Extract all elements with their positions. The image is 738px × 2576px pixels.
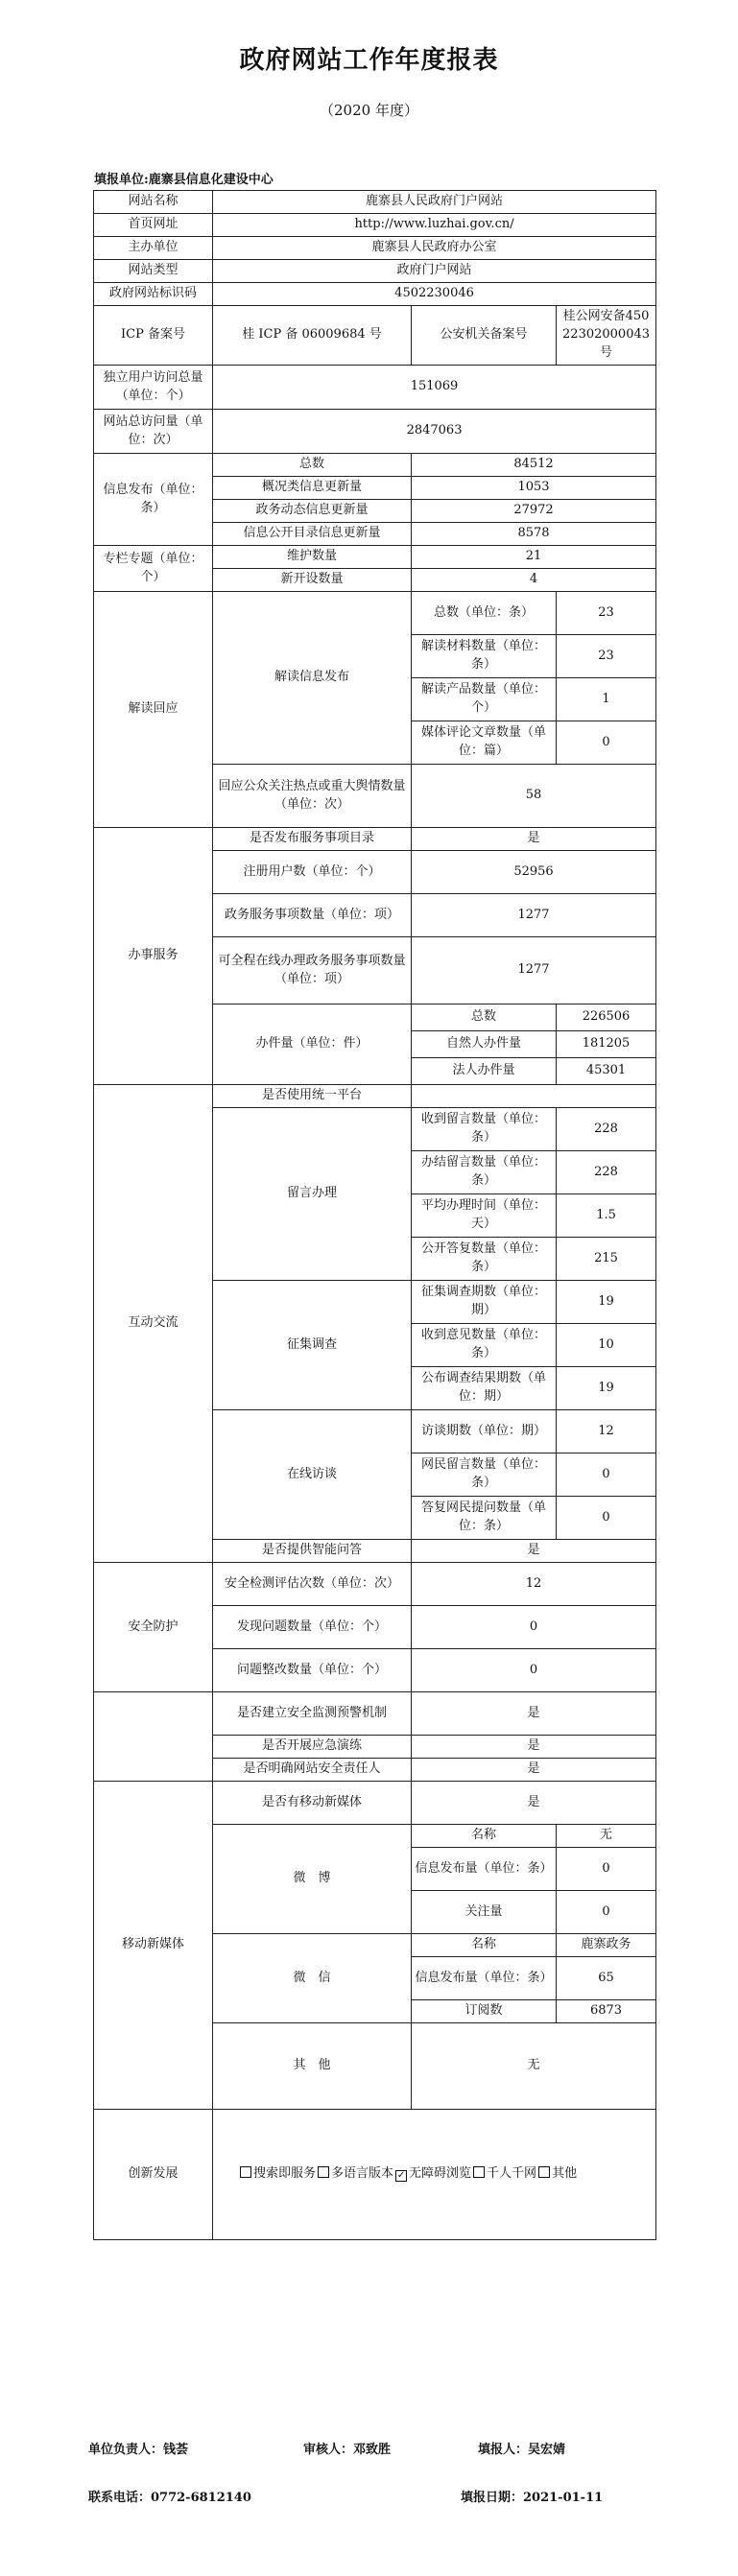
interp-response-label: 回应公众关注热点或重大舆情数量（单位：次） — [213, 765, 412, 828]
survey-row-value: 10 — [557, 1324, 656, 1367]
wechat-row-value: 65 — [557, 1957, 656, 2000]
survey-row-label: 征集调查期数（单位：期） — [412, 1281, 557, 1324]
survey-row-label: 收到意见数量（单位：条） — [412, 1324, 557, 1367]
info-row-label: 概况类信息更新量 — [213, 477, 412, 500]
wechat-row-value: 6873 — [557, 2000, 656, 2023]
site-name: 鹿寨县人民政府门户网站 — [213, 191, 656, 214]
interview-row-label: 答复网民提问数量（单位：条） — [412, 1497, 557, 1540]
interp-row-value: 23 — [557, 635, 656, 678]
platform-value — [412, 1085, 656, 1108]
platform-label: 是否使用统一平台 — [213, 1085, 412, 1108]
service-online-value: 1277 — [412, 937, 656, 1004]
wechat-label: 微 信 — [213, 1934, 412, 2023]
report-filler: 填报人：吴宏婧 — [478, 2443, 566, 2457]
column-row-value: 4 — [412, 569, 656, 592]
message-row-value: 1.5 — [557, 1194, 656, 1238]
report-year: （2020 年度） — [320, 102, 418, 119]
innovation-label: 创新发展 — [94, 2110, 213, 2240]
smart-qa-label: 是否提供智能问答 — [213, 1540, 412, 1563]
sponsor: 鹿寨县人民政府办公室 — [213, 237, 656, 260]
innovation-options — [213, 2110, 656, 2240]
option-label: 千人千网 — [487, 2166, 537, 2182]
security-label: 安全防护 — [94, 1563, 213, 1692]
security-row-value: 是 — [412, 1759, 656, 1782]
home-url[interactable]: http://www.luzhai.gov.cn/ — [213, 214, 656, 237]
mobile-label: 移动新媒体 — [94, 1782, 213, 2110]
security-row-label: 是否明确网站安全责任人 — [213, 1759, 412, 1782]
security-row-value: 是 — [412, 1692, 656, 1736]
mobile-has-value: 是 — [412, 1782, 656, 1825]
interp-publish-label: 解读信息发布 — [213, 592, 412, 765]
service-users-label: 注册用户数（单位：个） — [213, 851, 412, 894]
weibo-row-value: 0 — [557, 1848, 656, 1891]
message-row-value: 228 — [557, 1108, 656, 1151]
info-label: 信息发布（单位：条） — [94, 454, 213, 546]
wechat-row-value: 鹿寨政务 — [557, 1934, 656, 1957]
volume-row-label: 总数 — [412, 1004, 557, 1031]
uv-label: 独立用户访问总量（单位：个） — [94, 366, 213, 410]
other-media-label: 其 他 — [213, 2023, 412, 2110]
service-label: 办事服务 — [94, 828, 213, 1085]
service-items-label: 政务服务事项数量（单位：项） — [213, 894, 412, 937]
interp-row-label: 总数（单位：条） — [412, 592, 557, 635]
service-users-value: 52956 — [412, 851, 656, 894]
checkbox-icon[interactable] — [318, 2166, 329, 2178]
info-row-label: 信息公开目录信息更新量 — [213, 523, 412, 546]
site-id: 4502230046 — [213, 283, 656, 306]
interp-label: 解读回应 — [94, 592, 213, 828]
site-type: 政府门户网站 — [213, 260, 656, 283]
wechat-row-label: 信息发布量（单位：条） — [412, 1957, 557, 2000]
info-row-value: 84512 — [412, 454, 656, 477]
other-media-value: 无 — [412, 2023, 656, 2110]
service-volume-label: 办件量（单位：件） — [213, 1004, 412, 1085]
weibo-row-value: 0 — [557, 1891, 656, 1934]
security-row-value: 0 — [412, 1649, 656, 1692]
interview-row-value: 12 — [557, 1410, 656, 1453]
filler-unit: 填报单位:鹿寨县信息化建设中心 — [94, 173, 274, 187]
pv-label: 网站总访问量（单位：次） — [94, 410, 213, 454]
weibo-label: 微 博 — [213, 1825, 412, 1934]
checkbox-checked-icon[interactable]: ✓ — [396, 2170, 406, 2182]
police-label: 公安机关备案号 — [412, 306, 557, 366]
uv-value: 151069 — [213, 366, 656, 410]
home-url-label: 首页网址 — [94, 214, 213, 237]
interact-label: 互动交流 — [94, 1085, 213, 1563]
message-row-label: 平均办理时间（单位：天） — [412, 1194, 557, 1238]
smart-qa-value: 是 — [412, 1540, 656, 1563]
option-label: 多语言版本 — [331, 2166, 394, 2182]
weibo-row-label: 名称 — [412, 1825, 557, 1848]
pv-value: 2847063 — [213, 410, 656, 454]
option-label: 无障碍浏览 — [409, 2166, 472, 2182]
police-number: 桂公网安备45022302000043 号 — [557, 306, 656, 366]
innovation-option[interactable] — [318, 2166, 393, 2181]
weibo-row-value: 无 — [557, 1825, 656, 1848]
info-row-label: 总数 — [213, 454, 412, 477]
interview-row-label: 访谈期数（单位：期） — [412, 1410, 557, 1453]
security-row-value: 0 — [412, 1606, 656, 1649]
site-type-label: 网站类型 — [94, 260, 213, 283]
service-items-value: 1277 — [412, 894, 656, 937]
option-label: 其他 — [552, 2166, 578, 2182]
contact-phone: 联系电话：0772-6812140 — [88, 2491, 251, 2505]
message-row-label: 公开答复数量（单位：条） — [412, 1238, 557, 1281]
report-table — [93, 190, 656, 2240]
column-label: 专栏专题（单位：个） — [94, 546, 213, 592]
survey-row-label: 公布调查结果期数（单位：期） — [412, 1367, 557, 1410]
interview-row-label: 网民留言数量（单位：条） — [412, 1453, 557, 1497]
report-title: 政府网站工作年度报表 — [239, 46, 499, 75]
info-row-value: 27972 — [412, 500, 656, 523]
innovation-option[interactable] — [473, 2166, 536, 2181]
unit-head: 单位负责人：钱荟 — [88, 2443, 189, 2457]
innovation-option[interactable] — [395, 2166, 471, 2181]
survey-row-value: 19 — [557, 1281, 656, 1324]
security-row-value: 12 — [412, 1563, 656, 1606]
weibo-row-label: 关注量 — [412, 1891, 557, 1934]
checkbox-icon[interactable] — [538, 2166, 550, 2178]
message-row-value: 215 — [557, 1238, 656, 1281]
interview-label: 在线访谈 — [213, 1410, 412, 1540]
column-row-label: 维护数量 — [213, 546, 412, 569]
interview-row-value: 0 — [557, 1453, 656, 1497]
message-row-label: 办结留言数量（单位：条） — [412, 1151, 557, 1194]
survey-row-value: 19 — [557, 1367, 656, 1410]
weibo-row-label: 信息发布量（单位：条） — [412, 1848, 557, 1891]
interp-row-label: 解读产品数量（单位：个） — [412, 678, 557, 721]
message-row-label: 收到留言数量（单位：条） — [412, 1108, 557, 1151]
security-row-label: 是否开展应急演练 — [213, 1736, 412, 1759]
volume-row-value: 45301 — [557, 1058, 656, 1085]
reviewer: 审核人：邓致胜 — [303, 2443, 392, 2457]
security-row-label: 安全检测评估次数（单位：次） — [213, 1563, 412, 1606]
interp-row-label: 媒体评论文章数量（单位：篇） — [412, 721, 557, 765]
survey-label: 征集调查 — [213, 1281, 412, 1410]
mobile-has-label: 是否有移动新媒体 — [213, 1782, 412, 1825]
icp-number: 桂 ICP 备 06009684 号 — [213, 306, 412, 366]
security-row-label: 问题整改数量（单位：个） — [213, 1649, 412, 1692]
interp-row-label: 解读材料数量（单位：条） — [412, 635, 557, 678]
security-row-label: 是否建立安全监测预警机制 — [213, 1692, 412, 1736]
checkbox-icon[interactable] — [240, 2166, 251, 2178]
innovation-option[interactable] — [538, 2166, 577, 2181]
message-row-value: 228 — [557, 1151, 656, 1194]
interp-row-value: 23 — [557, 592, 656, 635]
info-row-value: 1053 — [412, 477, 656, 500]
security-row-label: 发现问题数量（单位：个） — [213, 1606, 412, 1649]
message-label: 留言办理 — [213, 1108, 412, 1281]
checkbox-icon[interactable] — [473, 2166, 485, 2178]
site-id-label: 政府网站标识码 — [94, 283, 213, 306]
fill-date: 填报日期：2021-01-11 — [461, 2491, 604, 2505]
service-catalog-label: 是否发布服务事项目录 — [213, 828, 412, 851]
column-row-value: 21 — [412, 546, 656, 569]
info-row-value: 8578 — [412, 523, 656, 546]
option-label: 搜索即服务 — [253, 2166, 317, 2182]
interp-row-value: 0 — [557, 721, 656, 765]
wechat-row-label: 订阅数 — [412, 2000, 557, 2023]
column-row-label: 新开设数量 — [213, 569, 412, 592]
wechat-row-label: 名称 — [412, 1934, 557, 1957]
sponsor-label: 主办单位 — [94, 237, 213, 260]
volume-row-value: 181205 — [557, 1031, 656, 1058]
service-catalog-value: 是 — [412, 828, 656, 851]
icp-label: ICP 备案号 — [94, 306, 213, 366]
security-extra-blank — [94, 1692, 213, 1782]
site-name-label: 网站名称 — [94, 191, 213, 214]
volume-row-label: 自然人办件量 — [412, 1031, 557, 1058]
innovation-option[interactable] — [240, 2166, 316, 2181]
volume-row-label: 法人办件量 — [412, 1058, 557, 1085]
volume-row-value: 226506 — [557, 1004, 656, 1031]
interp-response-value: 58 — [412, 765, 656, 828]
security-row-value: 是 — [412, 1736, 656, 1759]
info-row-label: 政务动态信息更新量 — [213, 500, 412, 523]
interp-row-value: 1 — [557, 678, 656, 721]
service-online-label: 可全程在线办理政务服务事项数量（单位：项） — [213, 937, 412, 1004]
interview-row-value: 0 — [557, 1497, 656, 1540]
